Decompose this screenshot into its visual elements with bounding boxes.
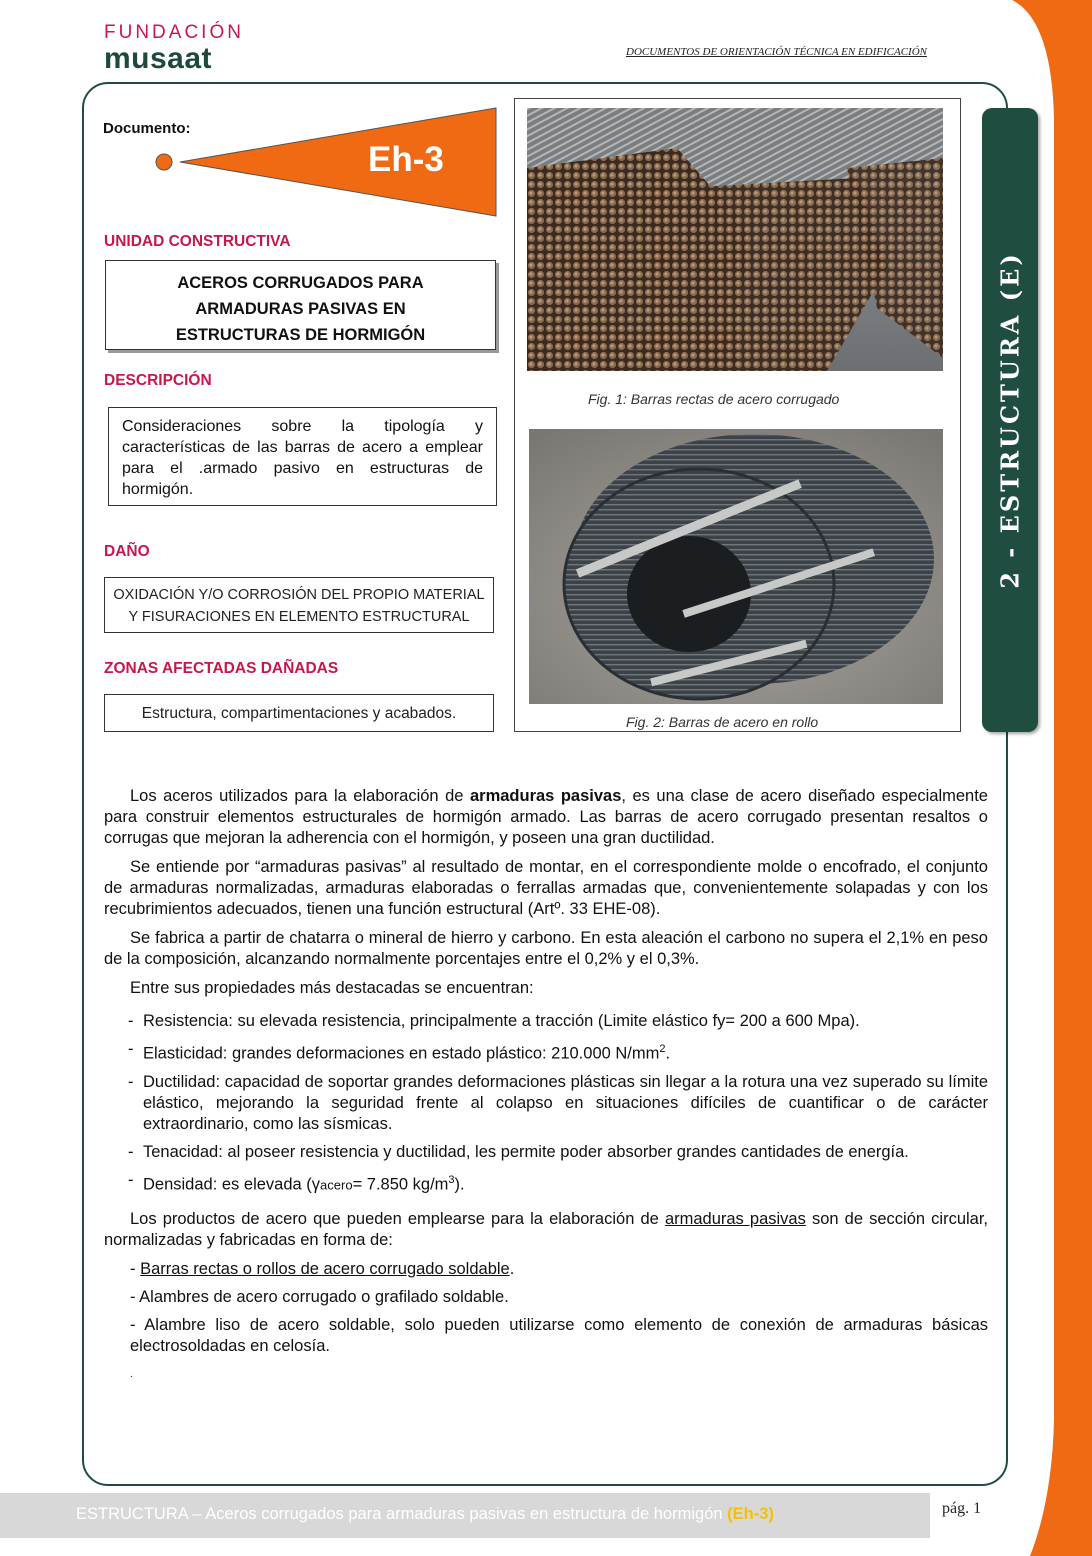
trailing-dot: . [130, 1369, 133, 1380]
list-item-text: . [509, 1260, 515, 1278]
list-item-text: ). [454, 1175, 465, 1193]
header-series-title: DOCUMENTOS DE ORIENTACIÓN TÉCNICA EN EDIFICACIÓN [626, 46, 927, 58]
list-dash: - [130, 1260, 141, 1278]
page-number: pág. 1 [942, 1500, 982, 1517]
list-item-text: Elasticidad: grandes deformaciones en estado plástico: 210.000 N/mm [143, 1044, 660, 1063]
gamma-symbol: γ [311, 1175, 321, 1193]
footer-bar [0, 1493, 930, 1538]
logo-musaat: musaat [104, 42, 213, 75]
logo-fundacion: FUNDACIÓN [104, 22, 244, 43]
section-side-tab-label: 2 - ESTRUCTURA (E) [995, 251, 1025, 589]
list-dash: - [128, 1170, 134, 1189]
document-pointer-shape [150, 104, 502, 220]
list-item-text: = 7.850 kg/m [352, 1175, 449, 1193]
paragraph: Entre sus propiedades más destacadas se encuentran: [130, 979, 534, 997]
properties-list [104, 1011, 988, 1195]
figures-panel [514, 98, 961, 732]
rebar-coil-photo [529, 429, 943, 704]
paragraph-text: Los aceros utilizados para la elaboración de [130, 787, 470, 805]
list-item-underlined-text: Barras rectas o rollos de acero corrugado soldable [140, 1260, 510, 1278]
unidad-title: UNIDAD CONSTRUCTIVA [104, 233, 291, 250]
list-dash: - [128, 1040, 134, 1058]
dano-line: OXIDACIÓN Y/O CORROSIÓN DEL PROPIO MATERIAL [113, 587, 485, 603]
zonas-title: ZONAS AFECTADAS DAÑADAS [104, 660, 339, 677]
superscript: 3 [448, 1173, 455, 1186]
document-code: Eh-3 [368, 140, 444, 179]
list-item-text: . [665, 1044, 671, 1063]
footer-code: (Eh-3) [727, 1505, 774, 1523]
descripcion-title: DESCRIPCIÓN [104, 372, 212, 389]
paragraph-text: son de sección circular, normalizadas y fabricadas en forma de: [104, 1210, 988, 1249]
list-item [104, 1142, 988, 1163]
list-item [104, 1039, 988, 1065]
list-item: - Alambre liso de acero soldable, solo pueden utilizarse como elemento de conexión de armaduras básicas electrosoldadas en celosía. [130, 1316, 988, 1355]
list-item-text: Ductilidad: capacidad de soportar grandes deformaciones plásticas sin llegar a la rotura una vez superado su límite elástico, mejorando la seguridad frente al colapso en situaciones difíciles de cuantificar o de carácter extraordinario, como las sísmicas. [143, 1072, 988, 1133]
section-side-tab [982, 108, 1038, 732]
unidad-line: ACEROS CORRUGADOS PARA [177, 274, 424, 292]
document-label: Documento: [103, 120, 191, 137]
unidad-line: ARMADURAS PASIVAS EN [195, 300, 406, 318]
list-dash: - [128, 1142, 134, 1161]
footer-text [76, 1505, 774, 1524]
dano-title: DAÑO [104, 543, 150, 560]
list-item-text: Densidad: es elevada ( [143, 1175, 312, 1193]
figure-2-caption: Fig. 2: Barras de acero en rollo [626, 714, 819, 730]
subscript: acero [320, 1177, 353, 1192]
list-item: - Alambres de acero corrugado o grafilado soldable. [130, 1288, 509, 1306]
list-item-text: Tenacidad: al poseer resistencia y ductilidad, les permite poder absorber grandes cantidades de energía. [143, 1142, 909, 1161]
dano-line: Y FISURACIONES EN ELEMENTO ESTRUCTURAL [128, 609, 470, 625]
list-dash: - [128, 1012, 134, 1030]
list-item [104, 1259, 988, 1280]
list-item [104, 1072, 988, 1135]
paragraph-underlined-text: armaduras pasivas [664, 1210, 806, 1228]
list-item [104, 1170, 988, 1196]
rebar-bundle-photo [527, 108, 943, 371]
superscript: 2 [659, 1043, 666, 1055]
paragraph: Se entiende por “armaduras pasivas” al resultado de montar, en el correspondiente molde o encofrado, el conjunto de armaduras normalizadas, armaduras elaboradas o ferrallas armadas que, convenientemente solapadas y con los recubrimientos adecuados, tienen una función estructural (Artº. 33 EHE-08). [104, 858, 988, 918]
list-item [104, 1011, 988, 1032]
figure-1-caption: Fig. 1: Barras rectas de acero corrugado [588, 391, 840, 407]
zonas-box: Estructura, compartimentaciones y acabados. [104, 694, 494, 732]
descripcion-box: Consideraciones sobre la tipología y características de las barras de acero a emplear para el .armado pasivo en estructuras de hormigón. [108, 407, 497, 506]
body-text [104, 786, 988, 1385]
paragraph [104, 1209, 988, 1251]
footer-title: ESTRUCTURA – Aceros corrugados para armaduras pasivas en estructura de hormigón [76, 1505, 728, 1523]
paragraph-bold-text: armaduras pasivas [469, 787, 622, 805]
unidad-box [105, 260, 496, 350]
paragraph: Se fabrica a partir de chatarra o mineral de hierro y carbono. En esta aleación el carbono no supera el 2,1% en peso de la composición, alcanzando normalmente porcentajes entre el 0,2% y el 0,3%. [104, 929, 988, 968]
dano-box [104, 577, 494, 633]
paragraph-text: Los productos de acero que pueden emplearse para la elaboración de [130, 1210, 665, 1228]
unidad-line: ESTRUCTURAS DE HORMIGÓN [175, 326, 426, 344]
products-list [104, 1259, 988, 1357]
list-dash: - [128, 1072, 134, 1091]
paragraph [104, 786, 988, 849]
list-item-text: Resistencia: su elevada resistencia, principalmente a tracción (Limite elástico fy= 200 a 600 Mpa). [143, 1012, 860, 1030]
paragraph-text: , es una clase de acero diseñado especialmente para construir elementos estructurales de hormigón armado. Las barras de acero corrugado presentan resaltos o corrugas que mejoran la adherencia con el hormigón, y poseen una gran ductilidad. [104, 787, 988, 847]
